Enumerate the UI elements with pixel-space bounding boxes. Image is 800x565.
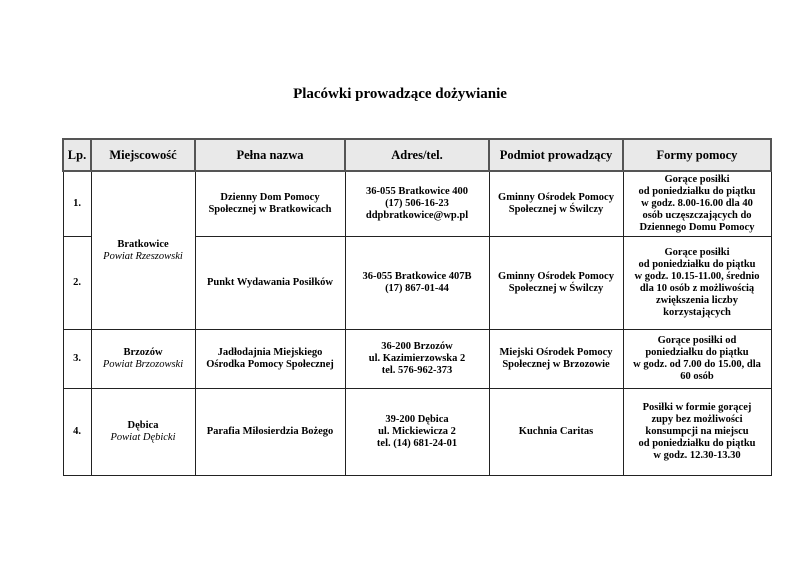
cell-podmiot: Kuchnia Caritas	[489, 389, 623, 476]
header-miejscowosc: Miejscowość	[91, 139, 195, 171]
cell-nazwa: Parafia Miłosierdzia Bożego	[195, 389, 345, 476]
header-podmiot: Podmiot prowadzący	[489, 139, 623, 171]
cell-lp: 4.	[63, 389, 91, 476]
header-lp: Lp.	[63, 139, 91, 171]
table-row	[63, 330, 771, 389]
page-title: Placówki prowadzące dożywianie	[293, 86, 507, 102]
cell-lp: 2.	[63, 237, 91, 330]
cell-adres: 36-055 Bratkowice 407B (17) 867-01-44	[345, 237, 489, 330]
cell-formy: Gorące posiłki od poniedziałku do piątku w godz. 10.15-11.00, średnio dla 10 osób z możliwością zwiększenia liczby korzystających	[623, 237, 771, 330]
cell-lp: 1.	[63, 171, 91, 237]
cell-adres: 39-200 Dębica ul. Mickiewicza 2 tel. (14) 681-24-01	[345, 389, 489, 476]
county-name: Powiat Brzozowski	[102, 359, 184, 370]
cell-nazwa: Jadłodajnia Miejskiego Ośrodka Pomocy Społecznej	[195, 330, 345, 389]
cell-miejscowosc	[91, 171, 195, 330]
county-name: Powiat Dębicki	[110, 432, 176, 443]
header-formy: Formy pomocy	[623, 139, 771, 171]
county-name: Powiat Rzeszowski	[103, 250, 183, 262]
table-row	[63, 389, 771, 476]
facilities-table	[62, 138, 772, 476]
cell-podmiot: Miejski Ośrodek Pomocy Społecznej w Brzozowie	[489, 330, 623, 389]
cell-miejscowosc	[91, 330, 195, 389]
cell-podmiot: Gminny Ośrodek Pomocy Społecznej w Świlczy	[489, 171, 623, 237]
cell-nazwa: Dzienny Dom Pomocy Społecznej w Bratkowicach	[195, 171, 345, 237]
cell-nazwa: Punkt Wydawania Posiłków	[195, 237, 345, 330]
table-header-row	[63, 139, 771, 171]
header-adres: Adres/tel.	[345, 139, 489, 171]
cell-adres: 36-200 Brzozów ul. Kazimierzowska 2 tel. 576-962-373	[345, 330, 489, 389]
cell-lp: 3.	[63, 330, 91, 389]
table-row	[63, 171, 771, 237]
cell-formy: Gorące posiłki od poniedziałku do piątku w godz. od 7.00 do 15.00, dla 60 osób	[623, 330, 771, 389]
locality-name: Dębica	[127, 420, 159, 431]
locality-name: Bratkowice	[117, 238, 169, 250]
header-pelna-nazwa: Pełna nazwa	[195, 139, 345, 171]
cell-formy: Gorące posiłki od poniedziałku do piątku w godz. 8.00-16.00 dla 40 osób uczęszczających do Dziennego Domu Pomocy	[623, 171, 771, 237]
cell-podmiot: Gminny Ośrodek Pomocy Społecznej w Świlczy	[489, 237, 623, 330]
cell-adres: 36-055 Bratkowice 400 (17) 506-16-23 ddpbratkowice@wp.pl	[345, 171, 489, 237]
cell-formy: Posiłki w formie gorącej zupy bez możliwości konsumpcji na miejscu od poniedziałku do piątku w godz. 12.30-13.30	[623, 389, 771, 476]
cell-miejscowosc	[91, 389, 195, 476]
locality-name: Brzozów	[123, 347, 163, 358]
